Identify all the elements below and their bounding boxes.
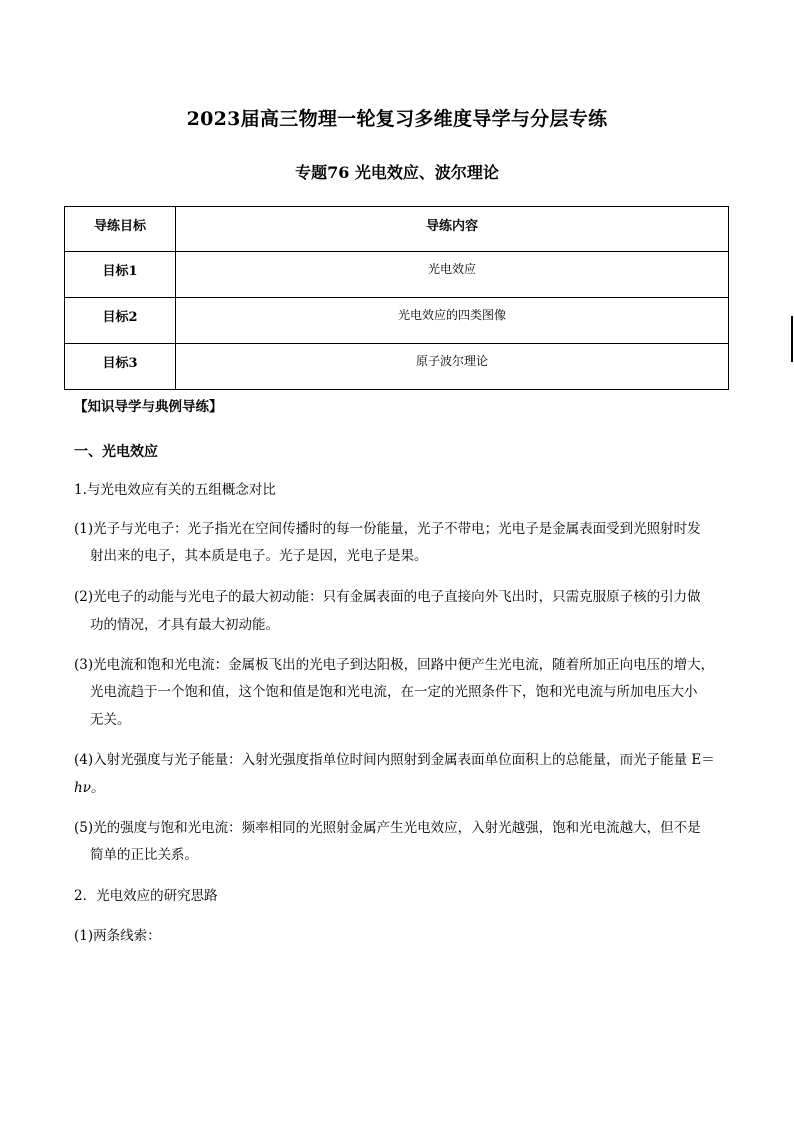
- goal-content: 光电效应: [176, 252, 729, 298]
- table-row: [65, 298, 729, 344]
- paragraph-line: (5)光的强度与饱和光电流：频率相同的光照射金属产生光电效应，入射光越强，饱和光电流越大，但不是: [74, 820, 701, 836]
- section-tag: 【知识导学与典例导练】: [74, 399, 223, 415]
- paragraph-line: 无关。: [90, 712, 131, 728]
- goals-table-header-row: [65, 207, 729, 252]
- paragraph-line: 射出来的电子，其本质是电子。光子是因，光电子是果。: [90, 548, 428, 564]
- paragraph-line: (1)两条线索：: [74, 928, 161, 944]
- paragraph-line: (1)光子与光电子：光子指光在空间传播时的每一份能量，光子不带电；光电子是金属表面受到光照射时发: [74, 521, 701, 537]
- paragraph-line: (2)光电子的动能与光电子的最大初动能：只有金属表面的电子直接向外飞出时，只需克服原子核的引力做: [74, 589, 701, 605]
- paragraph-line: (4)入射光强度与光子能量：入射光强度指单位时间内照射到金属表面单位面积上的总能量，而光子能量 E＝: [74, 752, 715, 768]
- subsection-heading: 1.与光电效应有关的五组概念对比: [74, 482, 276, 498]
- goals-header-content: 导练内容: [176, 207, 729, 252]
- table-row: [65, 252, 729, 298]
- paragraph-line: (3)光电流和饱和光电流：金属板飞出的光电子到达阳极，回路中便产生光电流，随着所加正向电压的增大，: [74, 657, 715, 673]
- topic-subtitle: 专题76 光电效应、波尔理论: [295, 163, 499, 182]
- goal-label: 目标3: [65, 344, 176, 390]
- goal-content: 原子波尔理论: [176, 344, 729, 390]
- scroll-indicator[interactable]: [791, 316, 793, 362]
- section-heading: 一、光电效应: [74, 444, 158, 460]
- document-title: 2023届高三物理一轮复习多维度导学与分层专练: [186, 108, 608, 130]
- goals-table: [64, 206, 729, 390]
- paragraph-line: hν。: [74, 780, 105, 796]
- goals-header-goal: 导练目标: [65, 207, 176, 252]
- subsection-heading: 2．光电效应的研究思路: [74, 888, 218, 904]
- goal-content: 光电效应的四类图像: [176, 298, 729, 344]
- paragraph-line: 功的情况，才具有最大初动能。: [90, 617, 279, 633]
- paragraph-line: 简单的正比关系。: [90, 847, 198, 863]
- goal-label: 目标1: [65, 252, 176, 298]
- paragraph-line: 光电流趋于一个饱和值，这个饱和值是饱和光电流，在一定的光照条件下，饱和光电流与所加电压大小: [90, 684, 698, 700]
- goal-label: 目标2: [65, 298, 176, 344]
- table-row: [65, 344, 729, 390]
